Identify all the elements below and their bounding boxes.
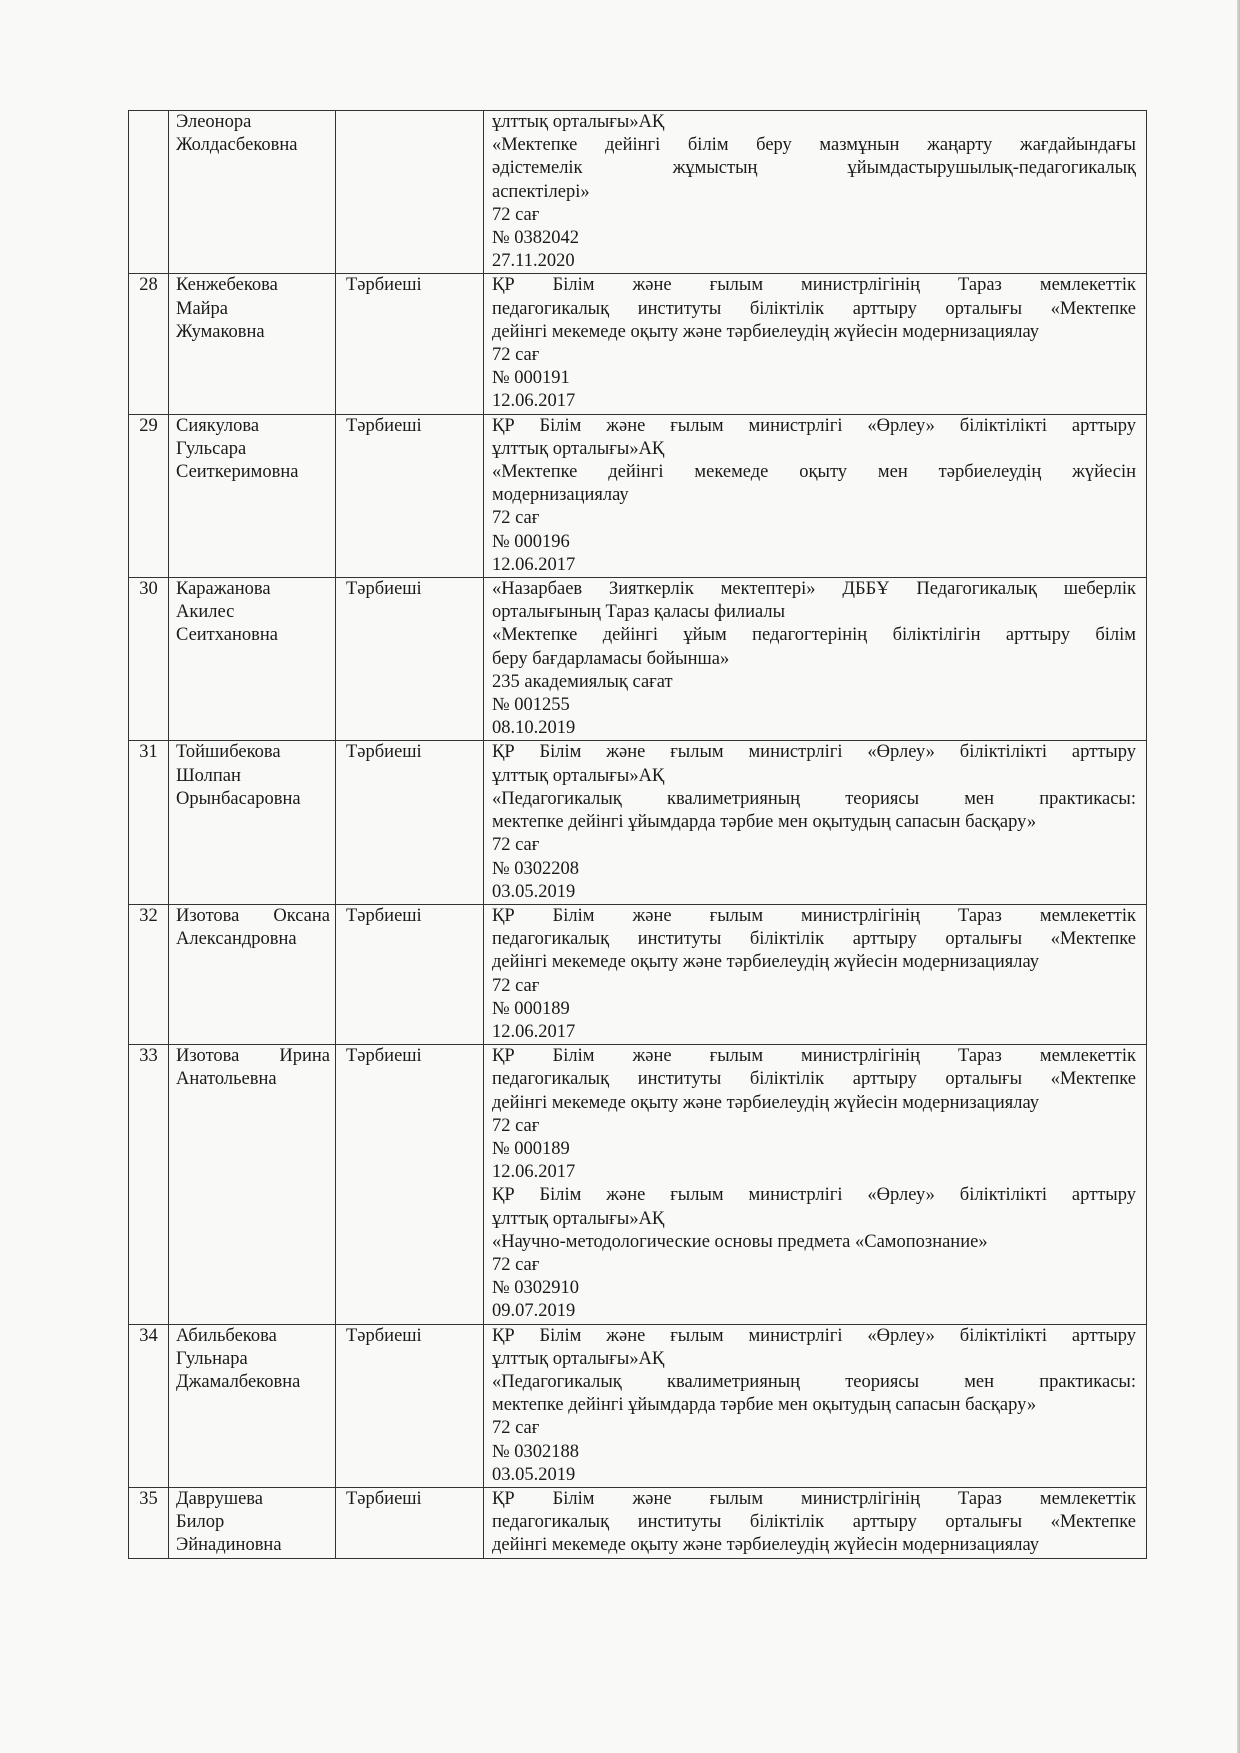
table-body xyxy=(129,111,1147,1559)
employee-name xyxy=(169,414,336,577)
row-number: 34 xyxy=(129,1324,169,1487)
employee-name-line: Сеиткеримовна xyxy=(176,462,299,483)
qualification-details xyxy=(484,414,1147,577)
employee-position: Тәрбиеші xyxy=(336,414,484,577)
qualification-line: ҚР Білім және ғылым министрлігінің Тараз мемлекеттік xyxy=(492,275,1136,296)
qualification-details xyxy=(484,578,1147,741)
qualification-line: 27.11.2020 xyxy=(492,251,575,272)
qualification-details xyxy=(484,274,1147,414)
qualification-line: 12.06.2017 xyxy=(492,1162,576,1183)
qualification-line: педагогикалық институты біліктілік арттыру орталығы «Мектепке xyxy=(492,298,1136,319)
employee-name xyxy=(169,1487,336,1558)
employee-name xyxy=(169,1045,336,1324)
qualification-line: «Педагогикалық квалиметрияның теориясы мен практикасы: xyxy=(492,788,1136,809)
qualification-line: № 0302208 xyxy=(492,858,580,879)
qualification-line: аспектілері» xyxy=(492,181,590,202)
employee-name-line: Изотова Оксана xyxy=(176,905,330,926)
employee-position: Тәрбиеші xyxy=(336,1045,484,1324)
qualification-details xyxy=(484,111,1147,274)
row-number: 32 xyxy=(129,904,169,1044)
qualification-line: педагогикалық институты біліктілік арттыру орталығы «Мектепке xyxy=(492,1069,1136,1090)
qualification-line: дейінгі мекемеде оқыту және тәрбиелеудің жүйесін модернизациялау xyxy=(492,321,1039,342)
qualification-line: «Мектепке дейінгі мекемеде оқыту мен тәрбиелеудің жүйесін xyxy=(492,462,1136,483)
qualification-line: 72 сағ xyxy=(492,345,540,366)
employee-name-line: Билор xyxy=(176,1512,225,1533)
qualification-line: мектепке дейінгі ұйымдарда тәрбие мен оқытудың сапасын басқару» xyxy=(492,812,1037,833)
table-row xyxy=(129,274,1147,414)
qualification-line: педагогикалық институты біліктілік арттыру орталығы «Мектепке xyxy=(492,1512,1136,1533)
employee-name-line: Анатольевна xyxy=(176,1069,277,1090)
qualification-line: ұлттық орталығы»АҚ xyxy=(492,438,665,459)
employee-name-line: Кенжебекова xyxy=(176,275,278,296)
qualification-line: 12.06.2017 xyxy=(492,554,576,575)
qualification-line: № 0382042 xyxy=(492,228,580,249)
qualification-line: ұлттық орталығы»АҚ xyxy=(492,1208,665,1229)
employee-position: Тәрбиеші xyxy=(336,1324,484,1487)
row-number: 35 xyxy=(129,1487,169,1558)
employee-name-line: Эйнадиновна xyxy=(176,1535,282,1556)
qualification-details xyxy=(484,741,1147,904)
row-number: 28 xyxy=(129,274,169,414)
qualification-details xyxy=(484,1324,1147,1487)
qualification-line: № 000189 xyxy=(492,1138,570,1159)
employee-position xyxy=(336,111,484,274)
qualification-line: 72 сағ xyxy=(492,1115,540,1136)
row-number: 33 xyxy=(129,1045,169,1324)
employee-name-line: Майра xyxy=(176,298,229,319)
qualification-line: 12.06.2017 xyxy=(492,391,576,412)
qualification-details xyxy=(484,1045,1147,1324)
table-row xyxy=(129,578,1147,741)
qualification-line: ҚР Білім және ғылым министрлігінің Тараз мемлекеттік xyxy=(492,1488,1136,1509)
qualification-line: ұлттық орталығы»АҚ xyxy=(492,1348,665,1369)
qualification-line: № 0302910 xyxy=(492,1278,580,1299)
employee-name-line: Абильбекова xyxy=(176,1325,277,1346)
qualification-line: «Мектепке дейінгі білім беру мазмұнын жаңарту жағдайындағы xyxy=(492,135,1136,156)
qualification-line: 09.07.2019 xyxy=(492,1301,576,1322)
employee-name-line: Сеитхановна xyxy=(176,625,278,646)
qualification-line: модернизациялау xyxy=(492,485,629,506)
employee-name-line: Жумаковна xyxy=(176,321,265,342)
qualification-line: 72 сағ xyxy=(492,1418,540,1439)
employee-position: Тәрбиеші xyxy=(336,904,484,1044)
employee-name-line: Гульнара xyxy=(176,1348,248,1369)
employee-name-line: Даврушева xyxy=(176,1488,263,1509)
qualification-line: мектепке дейінгі ұйымдарда тәрбие мен оқытудың сапасын басқару» xyxy=(492,1395,1037,1416)
employee-name xyxy=(169,904,336,1044)
employee-name-line: Орынбасаровна xyxy=(176,788,301,809)
qualification-line: ҚР Білім және ғылым министрлігі «Өрлеу» біліктілікті арттыру xyxy=(492,1325,1136,1346)
table-row xyxy=(129,1487,1147,1558)
employee-name-line: Изотова Ирина xyxy=(176,1046,330,1067)
employee-position: Тәрбиеші xyxy=(336,274,484,414)
qualification-line: дейінгі мекемеде оқыту және тәрбиелеудің жүйесін модернизациялау xyxy=(492,1092,1039,1113)
qualification-line: 72 сағ xyxy=(492,975,540,996)
employee-name xyxy=(169,741,336,904)
qualification-line: «Педагогикалық квалиметрияның теориясы мен практикасы: xyxy=(492,1371,1136,1392)
table-row xyxy=(129,111,1147,274)
employee-position: Тәрбиеші xyxy=(336,1487,484,1558)
qualification-line: 72 сағ xyxy=(492,835,540,856)
employee-name-line: Акилес xyxy=(176,602,235,623)
qualification-line: 08.10.2019 xyxy=(492,718,576,739)
qualification-line: «Мектепке дейінгі ұйым педагогтерінің біліктілігін арттыру білім xyxy=(492,625,1136,646)
qualification-line: № 000196 xyxy=(492,531,570,552)
employee-name-line: Элеонора xyxy=(176,112,252,132)
row-number: 31 xyxy=(129,741,169,904)
employee-name-line: Жолдасбековна xyxy=(176,135,298,156)
employee-name-line: Шолпан xyxy=(176,765,241,786)
row-number xyxy=(129,111,169,274)
qualification-line: ұлттық орталығы»АҚ xyxy=(492,765,665,786)
qualification-line: 03.05.2019 xyxy=(492,881,576,902)
employee-name-line: Гульсара xyxy=(176,438,247,459)
qualification-details xyxy=(484,1487,1147,1558)
qualification-line: дейінгі мекемеде оқыту және тәрбиелеудің жүйесін модернизациялау xyxy=(492,952,1039,973)
qualification-line: № 001255 xyxy=(492,695,570,716)
qualification-line: 72 сағ xyxy=(492,204,540,225)
table-row xyxy=(129,1324,1147,1487)
table-row xyxy=(129,741,1147,904)
qualification-line: беру бағдарламасы бойынша» xyxy=(492,648,730,669)
qualification-line: 72 сағ xyxy=(492,508,540,529)
qualification-line: дейінгі мекемеде оқыту және тәрбиелеудің жүйесін модернизациялау xyxy=(492,1535,1039,1556)
employee-name xyxy=(169,578,336,741)
employee-position: Тәрбиеші xyxy=(336,578,484,741)
qualification-line: № 0302188 xyxy=(492,1441,580,1462)
qualification-line: ҚР Білім және ғылым министрлігі «Өрлеу» біліктілікті арттыру xyxy=(492,1185,1136,1206)
table-row xyxy=(129,414,1147,577)
row-number: 29 xyxy=(129,414,169,577)
qualification-line: № 000191 xyxy=(492,368,570,389)
employee-name xyxy=(169,1324,336,1487)
qualification-line: «Назарбаев Зияткерлік мектептері» ДББҰ Педагогикалық шеберлік xyxy=(492,579,1136,600)
qualification-line: ҚР Білім және ғылым министрлігінің Тараз мемлекеттік xyxy=(492,1046,1136,1067)
employee-name-line: Каражанова xyxy=(176,579,271,600)
qualification-line: орталығының Тараз қаласы филиалы xyxy=(492,602,786,623)
table-row xyxy=(129,1045,1147,1324)
employee-name xyxy=(169,274,336,414)
qualification-line: ҚР Білім және ғылым министрлігінің Тараз мемлекеттік xyxy=(492,905,1136,926)
qualification-line: № 000189 xyxy=(492,998,570,1019)
qualification-line: «Научно-методологические основы предмета «Самопознание» xyxy=(492,1231,988,1252)
employee-name-line: Тойшибекова xyxy=(176,742,281,763)
employee-position: Тәрбиеші xyxy=(336,741,484,904)
qualification-line: педагогикалық институты біліктілік арттыру орталығы «Мектепке xyxy=(492,929,1136,950)
table-row xyxy=(129,904,1147,1044)
qualification-line: 235 академиялық сағат xyxy=(492,671,673,692)
qualification-line: ҚР Білім және ғылым министрлігі «Өрлеу» біліктілікті арттыру xyxy=(492,742,1136,763)
qualification-details xyxy=(484,904,1147,1044)
qualification-line: ҚР Білім және ғылым министрлігі «Өрлеу» біліктілікті арттыру xyxy=(492,415,1136,436)
qualification-line: ұлттық орталығы»АҚ xyxy=(492,112,665,132)
employee-name-line: Сиякулова xyxy=(176,415,260,436)
qualification-line: 03.05.2019 xyxy=(492,1464,576,1485)
qualification-line: 72 сағ xyxy=(492,1254,540,1275)
employee-name-line: Александровна xyxy=(176,929,297,950)
row-number: 30 xyxy=(129,578,169,741)
qualification-line: әдістемелік жұмыстың ұйымдастырушылық-педагогикалық xyxy=(492,158,1136,179)
employee-name-line: Джамалбековна xyxy=(176,1371,301,1392)
qualification-line: 12.06.2017 xyxy=(492,1021,576,1042)
staff-qualification-table xyxy=(128,110,1147,1559)
employee-name xyxy=(169,111,336,274)
